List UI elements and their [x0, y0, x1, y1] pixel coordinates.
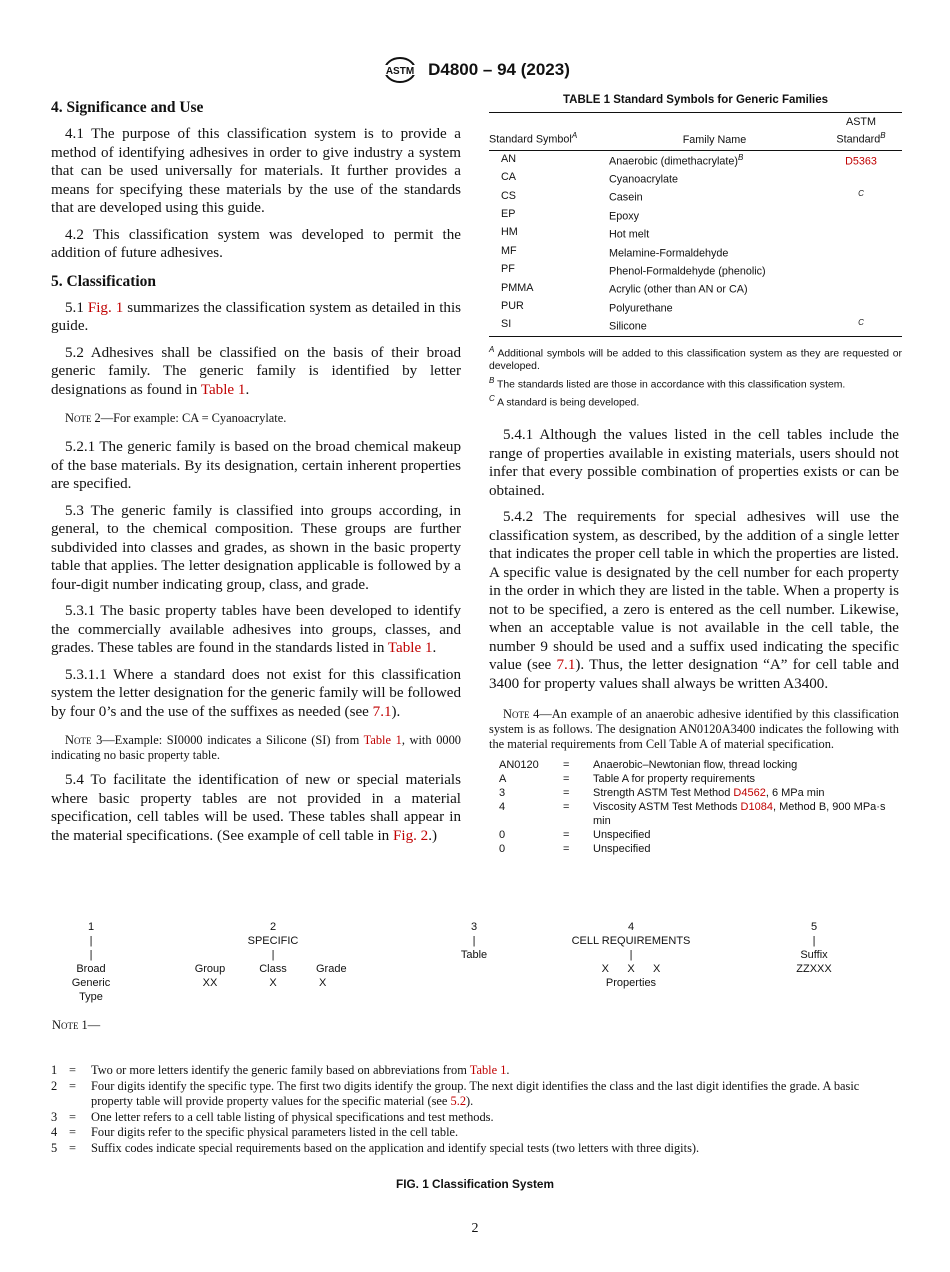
cell-standard — [820, 224, 902, 242]
table-row — [489, 298, 902, 316]
reference-link[interactable]: 5.2 — [450, 1094, 467, 1108]
fig-col-2: 2 SPECIFIC | — [247, 921, 299, 961]
list-item — [489, 828, 899, 842]
table-row — [489, 187, 902, 205]
example-code: 0 — [499, 829, 506, 841]
footnote-b: $^B$ The standards listed are those in accordance with this classification system. — [489, 375, 846, 391]
equals-sign: = — [563, 829, 570, 841]
cell-family: Melamine-Formaldehyde — [609, 247, 729, 260]
list-item — [51, 1110, 901, 1126]
paragraph-5-4-1: 5.4.1 Although the values listed in the cell tables include the range of properties available in existing materials, users should not infer that every possible combination of properties exists or can be obtained. — [489, 427, 899, 499]
paragraph-5-3-1-1: 5.3.1.1 Where a standard does not exist for this classification system the letter designation for the generic family will be followed by four 0’s and the use of the suffixes as needed (see 7.1). — [51, 666, 461, 720]
example-meaning: Table A for property requirements — [593, 773, 756, 785]
note-1: Note 1— — [52, 1018, 101, 1032]
footnote-c: $^C$ A standard is being developed. — [489, 394, 640, 409]
paragraph-5-2-1: 5.2.1 The generic family is based on the broad chemical makeup of the base materials. By its designation, certain inherent properties are specified. — [51, 439, 461, 492]
figure-1-diagram — [0, 920, 950, 1010]
paragraph-5-4-2: 5.4.2 The requirements for special adhesives will use the classification system, as described, by the addition of a single letter that indicates the proper cell table in which the properties are listed. A specific value is designated by the cell number for each property in the order in which they are listed in the table. When a property is not to be specified, a zero is entered as the cell number. Likewise, when an acceptable value is not available in the cell table, the number 9 should be used and a suffix used indicating the specific value (see 7.1). Thus, the letter designation “A” for cell table and 3400 for property values shall always be written A3400. — [489, 509, 899, 692]
cell-standard — [820, 243, 902, 261]
equals-sign: = — [563, 843, 570, 855]
list-item — [489, 800, 899, 828]
example-meaning: Unspecified — [593, 829, 651, 841]
example-code: AN0120 — [499, 759, 539, 771]
header-family-name: Family Name — [609, 113, 820, 151]
header-astm-standard: ASTM Standard$^B$ — [820, 113, 902, 151]
cell-family: Anaerobic (dimethacrylate)$^B$ — [609, 152, 744, 168]
table-row — [489, 261, 902, 279]
note-3: Note 3—Example: SI0000 indicates a Silicone (SI) from Table 1, with 0000 indicating no basic property table. — [51, 733, 461, 762]
section-4-heading: 4. Significance and Use — [51, 99, 204, 116]
fig-1-link[interactable]: Fig. 1 — [87, 299, 124, 316]
cell-symbol: EP — [501, 208, 516, 221]
cell-standard — [820, 169, 902, 187]
table-1-link[interactable]: Table 1 — [363, 733, 402, 747]
legend-text: Two or more letters identify the generic family based on abbreviations from Table 1. — [91, 1063, 510, 1077]
list-item — [489, 786, 899, 800]
table-1-link[interactable]: Table 1 — [387, 640, 433, 656]
legend-key: 3 — [51, 1109, 58, 1124]
list-item — [51, 1079, 901, 1110]
test-method-link[interactable]: D1084 — [740, 801, 773, 813]
cell-family: Epoxy — [609, 210, 640, 223]
table-1-link[interactable]: Table 1 — [200, 381, 246, 398]
table-row — [489, 150, 902, 169]
cell-family: Acrylic (other than AN or CA) — [609, 283, 748, 296]
equals-sign: = — [69, 1063, 76, 1077]
cell-standard — [820, 279, 902, 297]
equals-sign: = — [69, 1125, 76, 1139]
section-7-1-link[interactable]: 7.1 — [556, 657, 576, 673]
cell-standard — [820, 150, 902, 169]
standard-link[interactable]: D5363 — [845, 155, 877, 168]
list-item — [51, 1063, 901, 1079]
figure-1-caption: FIG. 1 Classification System — [395, 1177, 554, 1191]
fig-group: Group XX — [194, 963, 226, 989]
table-1-grid — [489, 112, 902, 337]
astm-logo-icon — [380, 56, 420, 84]
cell-symbol: PF — [501, 263, 515, 276]
standard-designation: D4800 – 94 (2023) — [428, 60, 570, 79]
cell-standard: C — [858, 189, 864, 199]
section-7-1-link[interactable]: 7.1 — [372, 703, 392, 720]
page-number: 2 — [471, 1221, 479, 1236]
paragraph-5-4: 5.4 To facilitate the identification of new or special materials where basic property tables are not provided in a material specification, cell tables will be used. These tables shall appear in the material specifications. (See example of cell table in Fig. 2.) — [51, 772, 461, 844]
cell-standard — [820, 298, 902, 316]
example-meaning: Unspecified — [593, 843, 651, 855]
cell-standard — [820, 206, 902, 224]
legend-key: 5 — [51, 1140, 58, 1155]
legend-key: 4 — [51, 1125, 58, 1139]
list-item — [51, 1125, 901, 1141]
legend-key: 2 — [51, 1078, 58, 1093]
equals-sign: = — [563, 759, 570, 771]
test-method-link[interactable]: D4562 — [733, 787, 766, 799]
header-standard-symbol: Standard Symbol$^A$ — [489, 113, 609, 151]
right-column — [489, 426, 899, 856]
fig-class: Class X — [259, 963, 287, 989]
table-row — [489, 243, 902, 261]
fig-grade: Grade X — [316, 963, 347, 989]
cell-family: Cyanoacrylate — [609, 173, 679, 186]
cell-symbol: AN — [501, 152, 516, 165]
table-row — [489, 224, 902, 242]
paragraph-5-3-1: 5.3.1 The basic property tables have been developed to identify the commercially available adhesives into groups, classes, and grades. These tables are found in the standards listed in Table 1. — [51, 603, 461, 656]
example-code: A — [499, 773, 507, 785]
cell-family: Casein — [609, 191, 643, 204]
equals-sign: = — [69, 1078, 76, 1093]
left-column — [51, 93, 461, 853]
cell-symbol: PMMA — [501, 281, 534, 294]
example-code: 4 — [499, 801, 506, 813]
example-code: 3 — [499, 787, 506, 799]
list-item — [489, 772, 899, 786]
fig-2-link[interactable]: Fig. 2 — [392, 827, 429, 844]
paragraph-4-1: 4.1 The purpose of this classification system is to provide a method of identifying adhesives in order to give industry a system that can be used universally for materials. It further provides a means for specifying these materials by the use of the standards that are developed using this guide. — [51, 126, 461, 216]
example-meaning: Viscosity ASTM Test Methods D1084, Method B, 900 MPa·s min — [593, 801, 886, 827]
figure-1-legend — [51, 1063, 901, 1156]
table-row — [489, 316, 902, 336]
legend-text: Suffix codes indicate special requirements based on the application and identify special tests (two letters with three digits). — [91, 1140, 700, 1155]
equals-sign: = — [69, 1140, 76, 1155]
designation-example-list — [489, 758, 899, 856]
paragraph-5-2: 5.2 Adhesives shall be classified on the basis of their broad generic family. The generic family is identified by letter designations as found in Table 1. — [51, 344, 461, 398]
cell-symbol: MF — [501, 244, 517, 257]
note-2: Note 2—For example: CA = Cyanoacrylate. — [65, 411, 287, 425]
cell-symbol: CS — [501, 189, 516, 202]
cell-symbol: HM — [501, 226, 518, 239]
example-code: 0 — [499, 843, 506, 855]
note-4: Note 4—An example of an anaerobic adhesive identified by this classification system is as follows. The designation AN0120A3400 indicates the following with the material requirements from Cell Table A of material specification. — [489, 707, 899, 751]
reference-link[interactable]: Table 1 — [469, 1063, 507, 1077]
paragraph-5-1: 5.1 Fig. 1 summarizes the classification system as detailed in this guide. — [51, 299, 462, 334]
cell-family: Polyurethane — [609, 302, 673, 315]
table-1 — [489, 94, 902, 411]
cell-symbol: SI — [489, 316, 609, 336]
legend-key: 1 — [51, 1063, 58, 1077]
fig-col-3: 3 | Table — [460, 921, 488, 961]
table-1-footnotes — [489, 343, 902, 410]
footnote-a: $^A$ Additional symbols will be added to this classification system as they are requested or developed. — [489, 344, 902, 372]
paragraph-4-2: 4.2 This classification system was developed to permit the addition of future adhesives. — [51, 226, 461, 261]
list-item — [489, 758, 899, 772]
cell-standard: C — [820, 316, 902, 336]
cell-symbol: PUR — [501, 300, 524, 313]
paragraph-5-3: 5.3 The generic family is classified into groups according, in general, to the chemical composition. These groups are further subdivided into classes and grades, as shown in the basic property table that applies. The letter designation applicable is followed by a four-digit number indicating group, class, and grade. — [51, 502, 461, 593]
cell-family: Silicone — [609, 316, 820, 336]
equals-sign: = — [563, 773, 570, 785]
legend-text: Four digits refer to the specific physical parameters listed in the cell table. — [91, 1125, 459, 1139]
table-row — [489, 279, 902, 297]
astm-logo-text: ASTM — [385, 66, 415, 77]
list-item — [51, 1141, 901, 1157]
cell-family: Hot melt — [609, 228, 650, 241]
fig-col-5: 5 | Suffix ZZXXX — [796, 921, 832, 975]
equals-sign: = — [69, 1109, 76, 1124]
fig-col-1: 1 | | Broad Generic Type — [71, 921, 111, 1003]
cell-symbol: CA — [501, 171, 516, 184]
legend-text: One letter refers to a cell table listing of physical specifications and test methods. — [91, 1109, 494, 1124]
fig-col-4: 4 CELL REQUIREMENTS | X X X Properties — [571, 921, 691, 989]
section-5-heading: 5. Classification — [51, 272, 157, 290]
cell-standard — [820, 261, 902, 279]
table-row — [489, 206, 902, 224]
page-header — [0, 56, 950, 84]
list-item — [489, 842, 899, 856]
cell-family: Phenol-Formaldehyde (phenolic) — [609, 265, 766, 278]
equals-sign: = — [563, 801, 570, 813]
example-meaning: Anaerobic–Newtonian flow, thread locking — [593, 759, 798, 771]
legend-text: Four digits identify the specific type. The first two digits identify the group. The next digit identifies the class and the last digit identifies the grade. A basic property table will provide property values for the specific material (see 5.2). — [91, 1078, 860, 1108]
table-row — [489, 169, 902, 187]
example-meaning: Strength ASTM Test Method D4562, 6 MPa min — [593, 787, 825, 799]
table-1-caption: TABLE 1 Standard Symbols for Generic Families — [563, 94, 828, 106]
equals-sign: = — [563, 787, 570, 799]
